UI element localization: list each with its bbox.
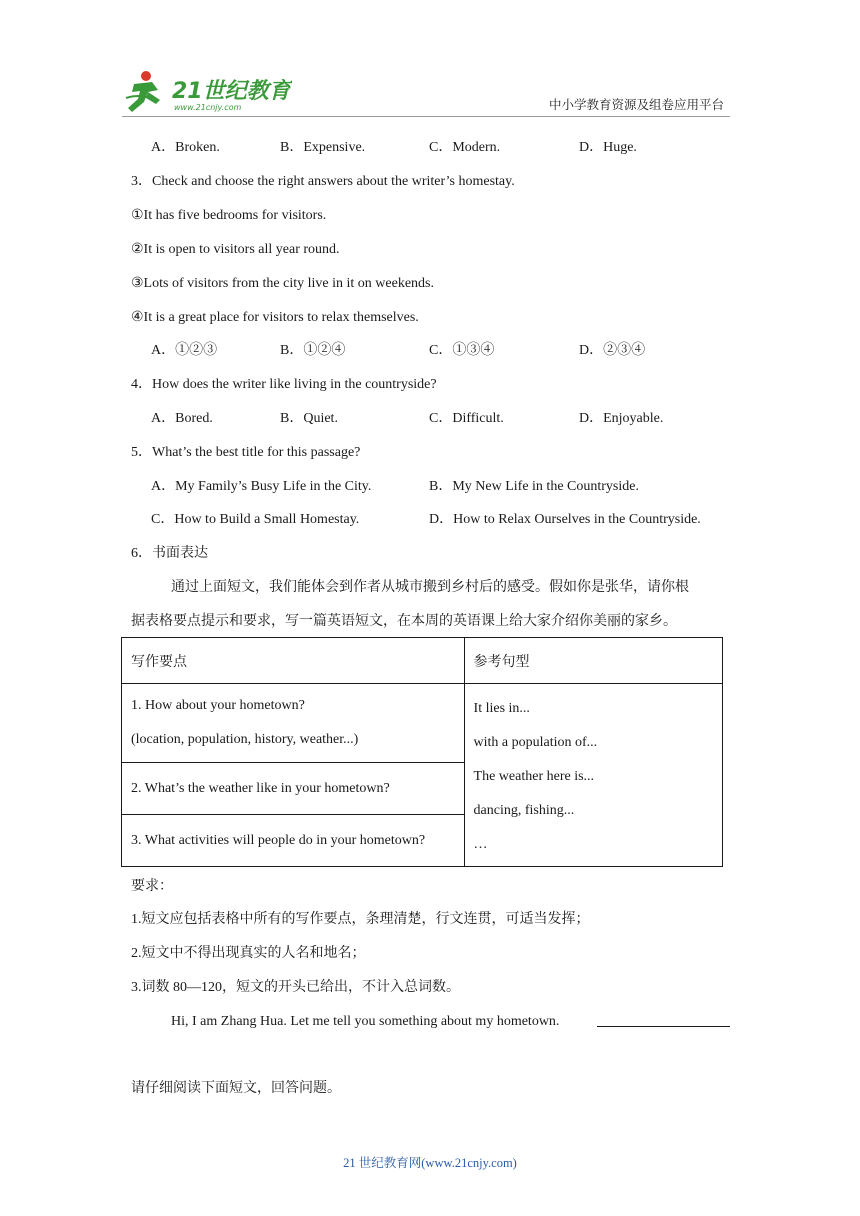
header-divider xyxy=(122,116,730,117)
q3-option-d: D．②③④ xyxy=(579,343,646,358)
q2-option-a: A．Broken. xyxy=(151,140,220,155)
requirement-2: 2.短文中不得出现真实的人名和地名； xyxy=(131,946,366,961)
header-platform-text: 中小学教育资源及组卷应用平台 xyxy=(549,98,725,112)
q5-option-d: D．How to Relax Ourselves in the Countryside. xyxy=(429,512,701,527)
q3-option-b: B．①②④ xyxy=(280,343,346,358)
q5-option-b: B．My New Life in the Countryside. xyxy=(429,479,639,494)
table-row-1 xyxy=(122,684,465,763)
logo-text: 21世纪教育 xyxy=(172,79,291,104)
q4-option-d: D．Enjoyable. xyxy=(579,411,664,426)
q4-option-b: B．Quiet. xyxy=(280,411,338,426)
table-patterns-cell xyxy=(464,684,722,867)
q6-intro-line-2: 据表格要点提示和要求，写一篇英语短文，在本周的英语课上给大家介绍你美丽的家乡。 xyxy=(131,614,677,629)
q3-option-a: A．①②③ xyxy=(151,343,218,358)
q5-option-c: C．How to Build a Small Homestay. xyxy=(151,512,360,527)
q2-option-d: D．Huge. xyxy=(579,140,637,155)
requirement-1: 1.短文应包括表格中所有的写作要点，条理清楚，行文连贯，可适当发挥； xyxy=(131,912,590,927)
pattern-5: … xyxy=(473,837,488,852)
row1-hint: (location, population, history, weather...) xyxy=(131,732,359,747)
row1-question: 1. How about your hometown? xyxy=(131,698,305,713)
pattern-1: It lies in... xyxy=(473,701,530,716)
site-logo xyxy=(122,68,292,116)
q3-statement-3: ③Lots of visitors from the city live in it on weekends. xyxy=(131,276,435,291)
table-row-2: 2. What’s the weather like in your hometown? xyxy=(122,763,465,815)
next-section-instruction: 请仔细阅读下面短文，回答问题。 xyxy=(131,1081,341,1096)
q3-statement-4: ④It is a great place for visitors to relax themselves. xyxy=(131,310,419,325)
requirements-title: 要求： xyxy=(131,879,173,894)
table-header-patterns: 参考句型 xyxy=(464,638,722,684)
logo-url: www.21cnjy.com xyxy=(174,103,242,112)
table-row-3: 3. What activities will people do in your hometown? xyxy=(122,815,465,867)
q2-option-c: C．Modern. xyxy=(429,140,501,155)
essay-opening: Hi, I am Zhang Hua. Let me tell you something about my hometown. xyxy=(171,1014,560,1029)
q5-stem: 5．What’s the best title for this passage? xyxy=(131,445,361,460)
requirement-3: 3.词数 80—120，短文的开头已给出，不计入总词数。 xyxy=(131,980,460,995)
q3-stem: 3．Check and choose the right answers about the writer’s homestay. xyxy=(131,174,515,189)
pattern-4: dancing, fishing... xyxy=(473,803,575,818)
q2-option-b: B．Expensive. xyxy=(280,140,366,155)
q6-intro-line-1: 通过上面短文，我们能体会到作者从城市搬到乡村后的感受。假如你是张华，请你根 xyxy=(171,580,689,595)
q6-title: 6．书面表达 xyxy=(131,546,208,561)
answer-blank-line[interactable] xyxy=(597,1026,730,1027)
runner-icon xyxy=(126,71,160,112)
q3-statement-2: ②It is open to visitors all year round. xyxy=(131,242,340,257)
pattern-2: with a population of... xyxy=(473,735,598,750)
writing-points-table xyxy=(121,637,723,867)
q3-option-c: C．①③④ xyxy=(429,343,495,358)
pattern-3: The weather here is... xyxy=(473,769,595,784)
table-header-points: 写作要点 xyxy=(122,638,465,684)
q4-stem: 4．How does the writer like living in the countryside? xyxy=(131,377,437,392)
q4-option-a: A．Bored. xyxy=(151,411,213,426)
footer-text: 21 世纪教育网(www.21cnjy.com) xyxy=(343,1156,517,1170)
q3-statement-1: ①It has five bedrooms for visitors. xyxy=(131,208,327,223)
q5-option-a: A．My Family’s Busy Life in the City. xyxy=(151,479,372,494)
q4-option-c: C．Difficult. xyxy=(429,411,504,426)
